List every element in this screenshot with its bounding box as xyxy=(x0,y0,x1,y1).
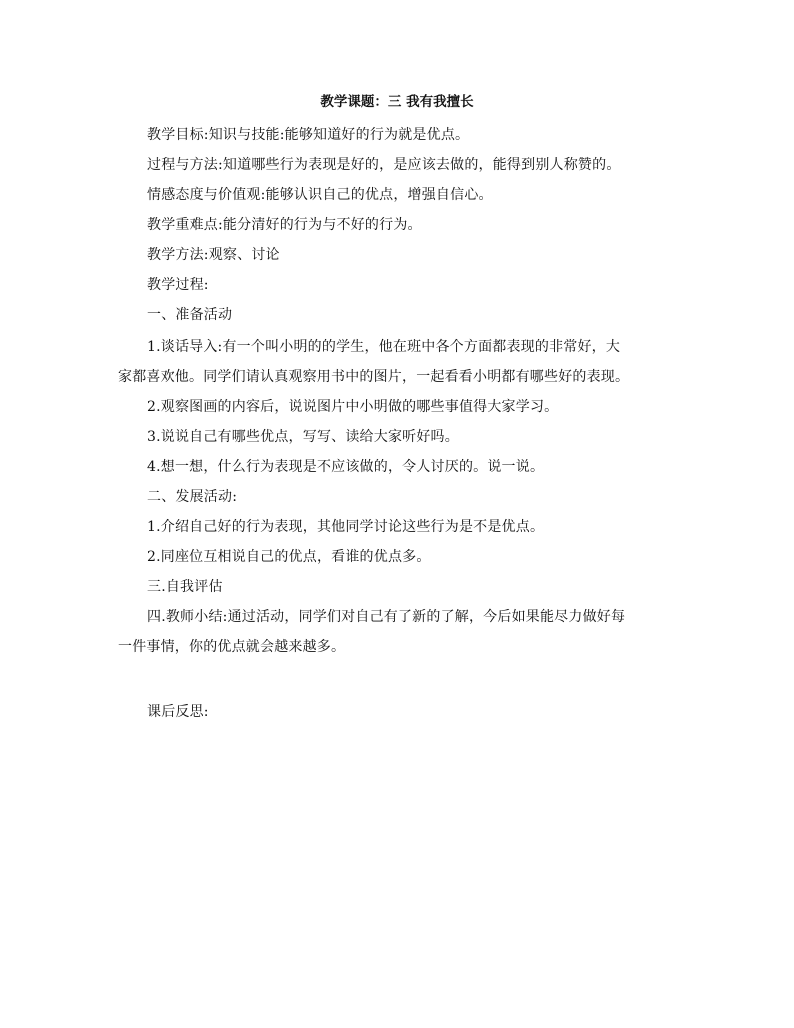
section-preparation-heading: 一、准备活动 xyxy=(147,307,233,323)
step-3-line: 3.说说自己有哪些优点，写写、读给大家听好吗。 xyxy=(147,429,459,445)
key-difficulty-line: 教学重难点:能分清好的行为与不好的行为。 xyxy=(147,217,422,233)
teacher-summary-continuation: 一件事情，你的优点就会越来越多。 xyxy=(118,639,346,655)
reflection-label: 课后反思: xyxy=(147,704,209,720)
lesson-title: 教学课题：三 我有我擅长 xyxy=(320,94,474,110)
teacher-summary-line: 四.教师小结:通过活动，同学们对自己有了新的了解，今后如果能尽力做好每 xyxy=(147,609,626,625)
attitude-line: 情感态度与价值观:能够认识自己的优点，增强自信心。 xyxy=(147,187,493,203)
objective-line: 教学目标:知识与技能:能够知道好的行为就是优点。 xyxy=(147,127,470,143)
process-heading: 教学过程: xyxy=(147,277,209,293)
step-4-line: 4.想一想，什么行为表现是不应该做的，令人讨厌的。说一说。 xyxy=(147,459,545,475)
step-1-continuation: 家都喜欢他。同学们请认真观察用书中的图片，一起看看小明都有哪些好的表现。 xyxy=(118,369,630,385)
method-line: 教学方法:观察、讨论 xyxy=(147,247,280,263)
section-development-heading: 二、发展活动: xyxy=(147,489,238,505)
process-method-line: 过程与方法:知道哪些行为表现是好的，是应该去做的，能得到别人称赞的。 xyxy=(147,157,621,173)
dev-step-2-line: 2.同座位互相说自己的优点，看谁的优点多。 xyxy=(147,549,431,565)
section-self-evaluation-heading: 三.自我评估 xyxy=(147,579,223,595)
step-2-line: 2.观察图画的内容后，说说图片中小明做的哪些事值得大家学习。 xyxy=(147,399,559,415)
step-1-line: 1.谈话导入:有一个叫小明的的学生，他在班中各个方面都表现的非常好，大 xyxy=(147,339,621,355)
dev-step-1-line: 1.介绍自己好的行为表现，其他同学讨论这些行为是不是优点。 xyxy=(147,519,545,535)
